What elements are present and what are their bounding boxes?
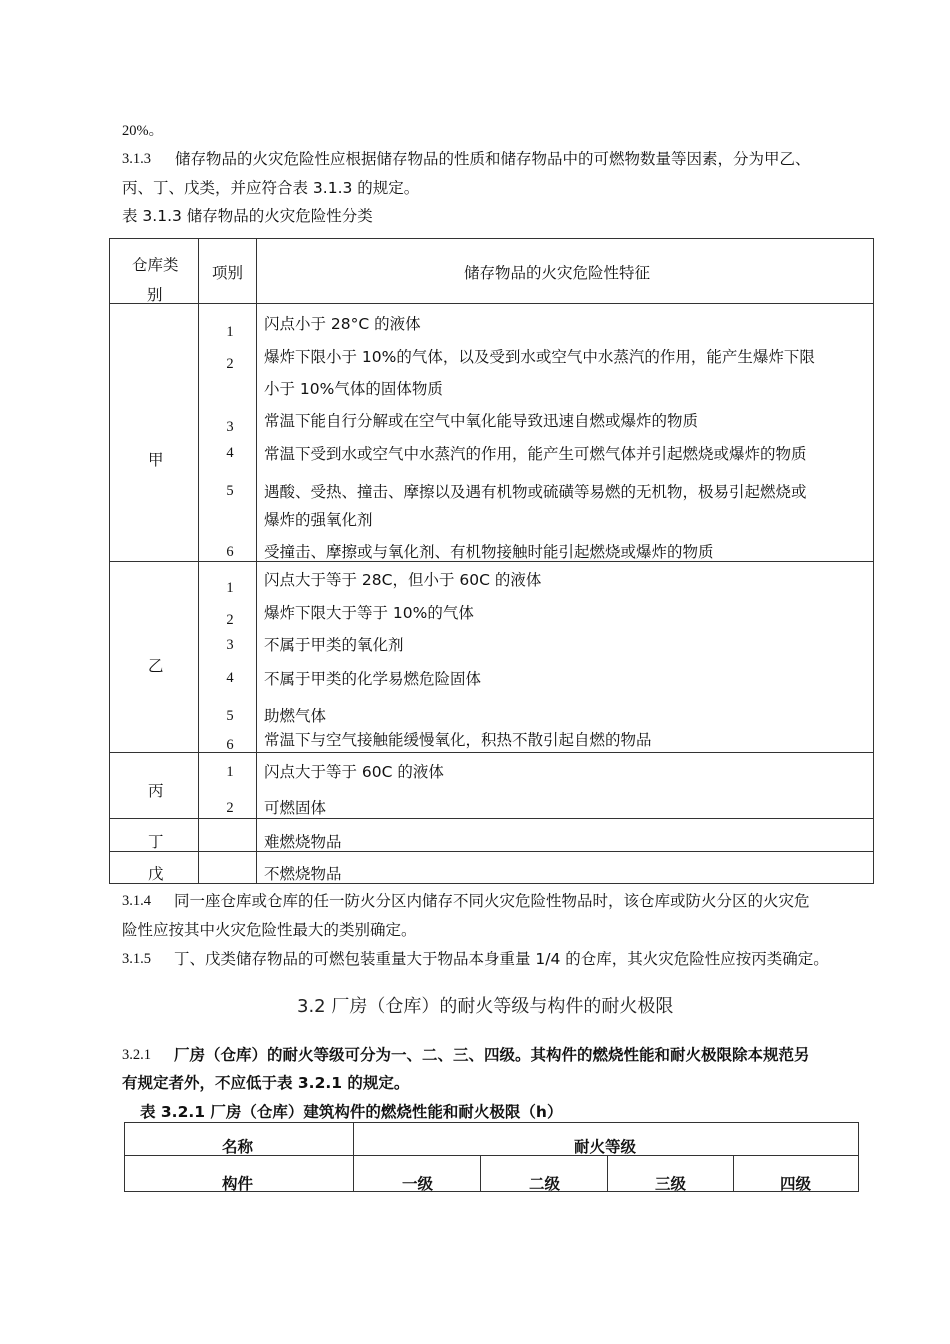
ding-item-text: 难燃烧物品 <box>264 833 342 851</box>
table1-row-divider <box>109 851 874 852</box>
category-ding: 丁 <box>148 833 164 851</box>
clause-number-3-1-3: 3.1.3 <box>122 151 151 167</box>
jia-item-text: 小于 10%气体的固体物质 <box>264 380 443 398</box>
jia-item-text: 常温下能自行分解或在空气中氧化能导致迅速自燃或爆炸的物质 <box>264 412 699 430</box>
table2-col-divider <box>733 1155 734 1192</box>
bing-index: 2 <box>226 800 234 816</box>
clause-3-1-4-line1: 同一座仓库或仓库的任一防火分区内储存不同火灾危险性物品时，该仓库或防火分区的火灾危 <box>174 892 810 910</box>
clause-number-3-1-5: 3.1.5 <box>122 951 151 967</box>
jia-index: 3 <box>226 419 234 435</box>
table1-border-top <box>109 238 874 239</box>
table2-col-divider <box>607 1155 608 1192</box>
yi-item-text: 不属于甲类的氧化剂 <box>264 636 404 654</box>
bing-item-text: 可燃固体 <box>264 799 327 817</box>
table2-level-1: 一级 <box>402 1175 434 1193</box>
table-3-2-1-caption: 表 3.2.1 厂房（仓库）建筑构件的燃烧性能和耐火极限（h） <box>140 1103 563 1121</box>
bing-index: 1 <box>226 764 234 780</box>
clause-number-3-2-1: 3.2.1 <box>122 1047 151 1063</box>
yi-item-text: 常温下与空气接触能缓慢氧化，积热不散引起自燃的物品 <box>264 731 652 749</box>
category-bing: 丙 <box>148 782 164 800</box>
clause-3-1-5-line1: 丁、戊类储存物品的可燃包装重量大于物品本身重量 1/4 的仓库，其火灾危险性应按丙类确定。 <box>174 950 829 968</box>
clause-3-2-1-line2: 有规定者外，不应低于表 3.2.1 的规定。 <box>122 1074 410 1092</box>
table2-level-2: 二级 <box>529 1175 561 1193</box>
jia-index: 5 <box>226 483 234 499</box>
table2-header-component: 构件 <box>222 1175 254 1193</box>
text-line-20-percent: 20%。 <box>122 123 164 139</box>
table1-col-divider <box>198 238 199 884</box>
yi-index: 6 <box>226 737 234 753</box>
table2-border-left <box>124 1122 125 1192</box>
wu-item-text: 不燃烧物品 <box>264 865 342 883</box>
table1-col-divider <box>256 238 257 884</box>
table2-header-name: 名称 <box>222 1138 254 1156</box>
table1-header-category-line1: 仓库类 <box>132 256 179 274</box>
table1-header-item: 项别 <box>212 264 244 282</box>
table2-border-right <box>858 1122 859 1192</box>
jia-item-text: 常温下受到水或空气中水蒸汽的作用，能产生可燃气体并引起燃烧或爆炸的物质 <box>264 445 807 463</box>
clause-3-1-4-line2: 险性应按其中火灾危险性最大的类别确定。 <box>122 921 417 939</box>
table1-border-left <box>109 238 110 884</box>
jia-item-text: 爆炸下限小于 10%的气体，以及受到水或空气中水蒸汽的作用，能产生爆炸下限 <box>264 348 815 366</box>
table2-level-4: 四级 <box>780 1175 812 1193</box>
table2-border-top <box>124 1122 859 1123</box>
table-3-1-3-caption: 表 3.1.3 储存物品的火灾危险性分类 <box>122 207 373 225</box>
jia-item-text: 遇酸、受热、撞击、摩擦以及遇有机物或硫磺等易燃的无机物，极易引起燃烧或 <box>264 483 807 501</box>
clause-number-3-1-4: 3.1.4 <box>122 893 151 909</box>
table2-col-divider <box>480 1155 481 1192</box>
jia-item-text: 受撞击、摩擦或与氧化剂、有机物接触时能引起燃烧或爆炸的物质 <box>264 543 714 561</box>
jia-index: 1 <box>226 324 234 340</box>
table2-col-divider <box>353 1122 354 1192</box>
bing-item-text: 闪点大于等于 60C 的液体 <box>264 763 444 781</box>
table2-level-3: 三级 <box>655 1175 687 1193</box>
jia-item-text: 爆炸的强氧化剂 <box>264 511 373 529</box>
yi-index: 1 <box>226 580 234 596</box>
yi-item-text: 不属于甲类的化学易燃危险固体 <box>264 670 482 688</box>
yi-item-text: 闪点大于等于 28C，但小于 60C 的液体 <box>264 571 542 589</box>
table1-header-category-line2: 别 <box>147 286 163 304</box>
clause-3-1-3-line2: 丙、丁、戊类，并应符合表 3.1.3 的规定。 <box>122 179 420 197</box>
table1-border-bottom <box>109 883 874 884</box>
jia-index: 4 <box>226 445 234 461</box>
table1-row-divider <box>109 303 874 304</box>
table1-border-right <box>873 238 874 884</box>
clause-3-1-3-line1: 储存物品的火灾危险性应根据储存物品的性质和储存物品中的可燃物数量等因素，分为甲乙、 <box>175 150 811 168</box>
yi-index: 5 <box>226 708 234 724</box>
table2-header-grade: 耐火等级 <box>574 1138 637 1156</box>
table1-header-characteristics: 储存物品的火灾危险性特征 <box>464 264 651 282</box>
jia-index: 6 <box>226 544 234 560</box>
yi-item-text: 助燃气体 <box>264 707 327 725</box>
yi-index: 4 <box>226 670 234 686</box>
yi-index: 3 <box>226 637 234 653</box>
jia-index: 2 <box>226 356 234 372</box>
section-title-3-2: 3.2 厂房（仓库）的耐火等级与构件的耐火极限 <box>297 996 674 1017</box>
table1-row-divider <box>109 561 874 562</box>
category-yi: 乙 <box>148 657 164 675</box>
yi-index: 2 <box>226 612 234 628</box>
jia-item-text: 闪点小于 28°C 的液体 <box>264 315 421 333</box>
yi-item-text: 爆炸下限大于等于 10%的气体 <box>264 604 474 622</box>
category-jia: 甲 <box>148 451 164 469</box>
clause-3-2-1-line1: 厂房（仓库）的耐火等级可分为一、二、三、四级。其构件的燃烧性能和耐火极限除本规范另 <box>174 1046 810 1064</box>
category-wu: 戊 <box>148 865 164 883</box>
table1-row-divider <box>109 818 874 819</box>
